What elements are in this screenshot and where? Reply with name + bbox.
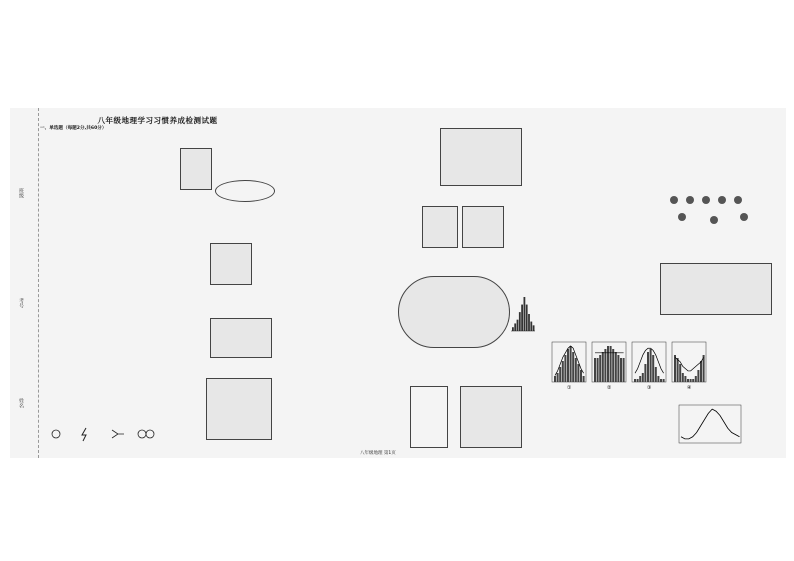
climate-precip-bar <box>690 379 692 382</box>
park-map <box>210 318 272 358</box>
precip-bar <box>512 327 514 331</box>
binding-label-name: 姓名 <box>18 398 24 408</box>
precip-bar <box>514 323 516 331</box>
climate-precip-bar <box>562 361 564 382</box>
page-footer: 八年级地理 第1页 <box>360 451 396 456</box>
climate-precip-bar <box>657 376 659 382</box>
binding-label-number: 考号 <box>18 298 24 308</box>
climate-precip-bar <box>557 373 559 382</box>
climate-precip-bar <box>599 355 601 382</box>
daily-temp-line <box>681 409 740 439</box>
binding-label-class: 班级 <box>18 188 24 198</box>
climate-temp-line <box>635 348 664 373</box>
flag-6 <box>678 213 686 221</box>
climate-precip-bar <box>652 355 654 382</box>
precip-bar <box>524 297 526 331</box>
cloud-right-icon <box>146 430 154 438</box>
flag-2 <box>686 196 694 204</box>
climate-precip-bar <box>684 376 686 382</box>
world-climate-map <box>440 128 522 186</box>
cloud-left-icon <box>138 430 146 438</box>
climate-precip-bar <box>623 358 625 382</box>
flag-4 <box>718 196 726 204</box>
climate-precip-bar <box>559 367 561 382</box>
earth-orbit-diagram <box>215 180 275 202</box>
climate-precip-bar <box>580 370 582 382</box>
daily-temperature-chart <box>675 403 745 448</box>
exam-title: 八年级地理学习习惯养成检测试题 <box>97 116 218 125</box>
climate-precip-bar <box>663 379 665 382</box>
weather-symbols <box>50 426 170 442</box>
precip-bar <box>528 314 530 331</box>
precip-bar <box>519 312 521 331</box>
precipitation-bar-chart <box>510 293 536 333</box>
climate-precip-bar <box>570 346 572 382</box>
climate-precip-bar <box>583 376 585 382</box>
climate-precip-bar <box>674 355 676 382</box>
climate-precip-bar <box>677 358 679 382</box>
climate-precip-bar <box>615 352 617 382</box>
exam-sheet <box>10 108 786 458</box>
climate-precip-bar <box>679 364 681 382</box>
beijing-map <box>398 276 510 348</box>
climate-precip-bar <box>620 358 622 382</box>
climate-precip-bar <box>644 364 646 382</box>
climate-charts <box>550 340 710 390</box>
precip-bar <box>533 325 535 331</box>
sign-board <box>410 386 448 448</box>
climate-precip-bar <box>610 346 612 382</box>
climate-precip-bar <box>597 358 599 382</box>
climate-precip-bar <box>650 349 652 382</box>
section-heading: 一、单选题（每题2分,共60分） <box>40 126 107 132</box>
region-outline-map <box>422 206 458 248</box>
building-photo <box>462 206 504 248</box>
climate-precip-bar <box>697 370 699 382</box>
wind-icon <box>112 430 124 438</box>
climate-precip-bar <box>695 376 697 382</box>
sundial-photo <box>180 148 212 190</box>
climate-precip-bar <box>700 361 702 382</box>
climate-chart-label: ② <box>607 385 612 390</box>
climate-precip-bar <box>692 379 694 382</box>
climate-precip-bar <box>554 376 556 382</box>
contour-map-2 <box>660 263 772 315</box>
precip-bar <box>530 322 532 331</box>
climate-precip-bar <box>572 352 574 382</box>
contour-map <box>206 378 272 440</box>
daily-temp-frame <box>679 405 741 443</box>
flag-7 <box>710 216 718 224</box>
climate-precip-bar <box>577 364 579 382</box>
climate-precip-bar <box>567 349 569 382</box>
climate-precip-bar <box>660 379 662 382</box>
flag-3 <box>702 196 710 204</box>
climate-precip-bar <box>564 355 566 382</box>
precip-bar <box>521 305 523 331</box>
flag-1 <box>670 196 678 204</box>
precip-bar <box>517 320 519 331</box>
climate-precip-bar <box>639 376 641 382</box>
climate-chart-label: ④ <box>687 385 692 390</box>
climate-precip-bar <box>642 373 644 382</box>
flag-8 <box>740 213 748 221</box>
climate-precip-bar <box>602 352 604 382</box>
region-map <box>210 243 252 285</box>
climate-chart-label: ① <box>567 385 572 390</box>
climate-precip-bar <box>647 352 649 382</box>
climate-precip-bar <box>607 346 609 382</box>
climate-precip-bar <box>655 367 657 382</box>
climate-precip-bar <box>612 349 614 382</box>
climate-precip-bar <box>604 349 606 382</box>
school-plan <box>460 386 522 448</box>
climate-precip-bar <box>617 355 619 382</box>
precip-bar <box>526 305 528 331</box>
climate-precip-bar <box>682 373 684 382</box>
binding-margin <box>10 108 39 458</box>
climate-chart-label: ③ <box>647 385 652 390</box>
sun-icon <box>52 430 60 438</box>
climate-precip-bar <box>634 379 636 382</box>
lightning-icon <box>82 428 86 441</box>
climate-precip-bar <box>575 358 577 382</box>
climate-precip-bar <box>687 379 689 382</box>
flag-5 <box>734 196 742 204</box>
climate-precip-bar <box>594 358 596 382</box>
climate-precip-bar <box>637 379 639 382</box>
